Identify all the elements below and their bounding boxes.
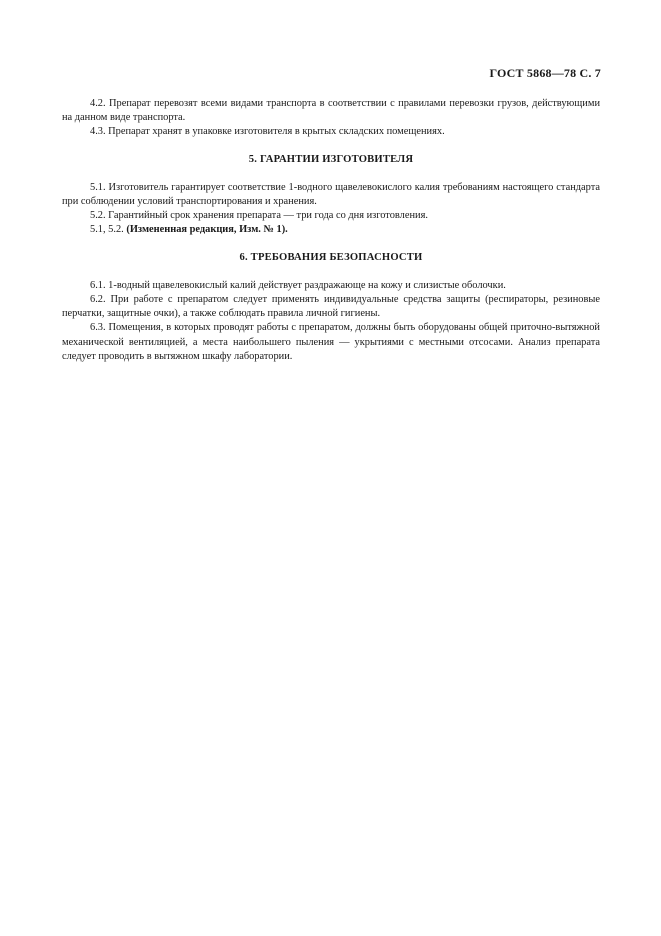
document-body xyxy=(62,97,600,364)
section-6-title: 6. ТРЕБОВАНИЯ БЕЗОПАСНОСТИ xyxy=(239,251,423,263)
note-amendment: (Измененная редакция, Изм. № 1). xyxy=(126,224,288,236)
note-prefix: 5.1, 5.2. xyxy=(90,224,127,236)
paragraph-6-3: 6.3. Помещения, в которых проводят работы с препаратом, должны быть оборудованы общей приточно-вытяжной механической вентиляцией, а места наибольшего пыления — укрытиями с местными отсосами. Анализ препарата следует проводить в вытяжном шкафу лаборатории. xyxy=(62,322,600,362)
paragraph-4-2: 4.2. Препарат перевозят всеми видами транспорта в соответствии с правилами перевозки грузов, действующими на данном виде транспорта. xyxy=(62,98,600,124)
paragraph-5-note xyxy=(62,223,600,237)
paragraph-5-2: 5.2. Гарантийный срок хранения препарата — три года со дня изготовления. xyxy=(90,210,428,222)
paragraph-6-1: 6.1. 1-водный щавелевокислый калий действует раздражающе на кожу и слизистые оболочки. xyxy=(90,279,506,291)
paragraph-4-3: 4.3. Препарат хранят в упаковке изготовителя в крытых складских помещениях. xyxy=(90,126,445,138)
paragraph-6-2: 6.2. При работе с препаратом следует применять индивидуальные средства защиты (респираторы, резиновые перчатки, защитные очки), а также соблюдать правила личной гигиены. xyxy=(62,294,600,320)
section-5-title: 5. ГАРАНТИИ ИЗГОТОВИТЕЛЯ xyxy=(248,153,414,165)
page-header: ГОСТ 5868—78 С. 7 xyxy=(489,66,601,80)
paragraph-5-1: 5.1. Изготовитель гарантирует соответствие 1-водного щавелевокислого калия требованиям настоящего стандарта при соблюдении условий транспортирования и хранения. xyxy=(62,181,600,208)
